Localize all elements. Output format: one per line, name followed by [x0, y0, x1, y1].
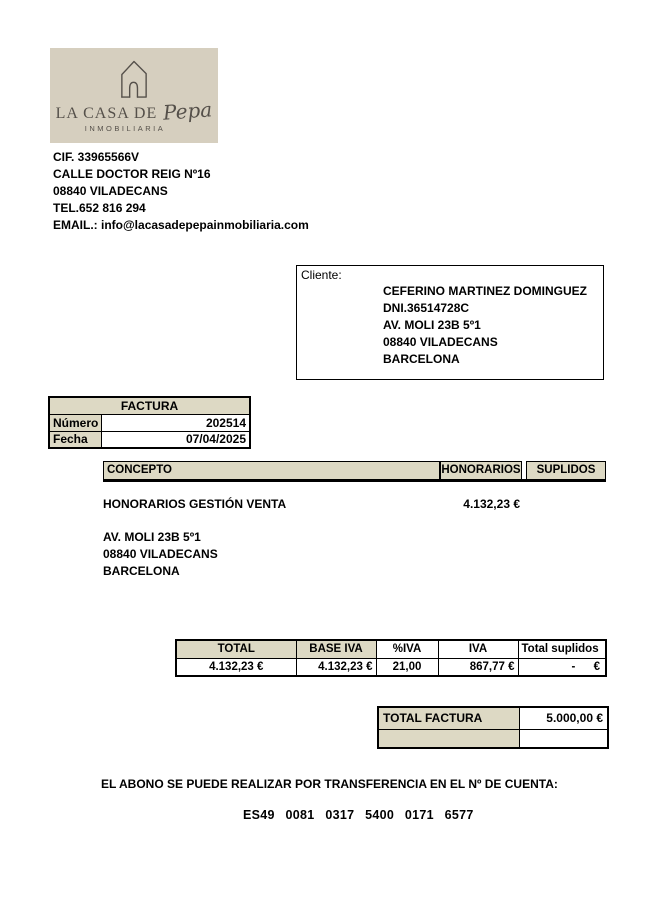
- company-city-line: 08840 VILADECANS: [53, 184, 168, 198]
- iban-number: ES49 0081 0317 5400 0171 6577: [243, 808, 474, 822]
- client-province-line: BARCELONA: [383, 352, 460, 366]
- company-phone-line: TEL.652 816 294: [53, 201, 146, 215]
- client-street-line: AV. MOLI 23B 5º1: [383, 318, 481, 332]
- address-line: 08840 VILADECANS: [103, 547, 218, 561]
- invoice-number-value: 202514: [102, 414, 250, 431]
- table-row: [49, 414, 250, 431]
- table-row: [49, 431, 250, 448]
- company-info-block: [53, 149, 309, 234]
- suplidos-euro-sign: €: [593, 660, 600, 673]
- totals-header-iva: IVA: [438, 640, 518, 658]
- table-row: [49, 397, 250, 414]
- totals-value-iva: 867,77 €: [438, 658, 518, 676]
- property-address-block: [103, 529, 218, 580]
- invoice-title: FACTURA: [49, 397, 250, 414]
- client-name-line: CEFERINO MARTINEZ DOMINGUEZ: [383, 284, 587, 298]
- line-item-fee: 4.132,23 €: [463, 497, 520, 511]
- total-invoice-table: [377, 706, 609, 749]
- company-street-line: CALLE DOCTOR REIG Nº16: [53, 167, 211, 181]
- company-email-line: EMAIL.: info@lacasadepepainmobiliaria.com: [53, 218, 309, 232]
- fees-column-header: HONORARIOS: [440, 461, 522, 479]
- concept-column-header: CONCEPTO: [103, 461, 440, 479]
- client-city-line: 08840 VILADECANS: [383, 335, 498, 349]
- suplidos-dash: -: [571, 660, 576, 673]
- house-outline-icon: [108, 55, 160, 101]
- totals-value-base-iva: 4.132,23 €: [296, 658, 376, 676]
- logo-name-serif: LA CASA DE: [55, 105, 158, 122]
- company-cif-line: CIF. 33965566V: [53, 150, 140, 164]
- client-label: Cliente:: [301, 268, 342, 282]
- totals-value-suplidos: [518, 658, 606, 676]
- table-row: [176, 658, 606, 676]
- totals-header-suplidos: Total suplidos: [518, 640, 606, 658]
- address-line: AV. MOLI 23B 5º1: [103, 530, 201, 544]
- address-line: BARCELONA: [103, 564, 180, 578]
- totals-header-base-iva: BASE IVA: [296, 640, 376, 658]
- client-details: [383, 283, 599, 368]
- totals-header-total: TOTAL: [176, 640, 296, 658]
- total-invoice-label: TOTAL FACTURA: [378, 707, 519, 729]
- client-box: [296, 265, 604, 380]
- invoice-date-label: Fecha: [49, 431, 102, 448]
- invoice-date-value: 07/04/2025: [102, 431, 250, 448]
- invoice-meta-table: [48, 396, 251, 449]
- totals-value-pct-iva: 21,00: [376, 658, 438, 676]
- client-dni-line: DNI.36514728C: [383, 301, 470, 315]
- table-row: [176, 640, 606, 658]
- totals-table: [175, 639, 607, 677]
- line-item-description: HONORARIOS GESTIÓN VENTA: [103, 497, 287, 511]
- table-row: [378, 729, 608, 748]
- invoice-number-label: Número: [49, 414, 102, 431]
- totals-value-total: 4.132,23 €: [176, 658, 296, 676]
- total-invoice-value: 5.000,00 €: [519, 707, 608, 729]
- payment-note: EL ABONO SE PUEDE REALIZAR POR TRANSFERENCIA EN EL Nº DE CUENTA:: [101, 777, 558, 791]
- supplements-column-header: SUPLIDOS: [526, 461, 606, 479]
- company-logo: [50, 48, 218, 143]
- total-invoice-empty-value: [519, 729, 608, 748]
- logo-subtitle: INMOBILIARIA: [84, 124, 166, 133]
- total-invoice-empty-label: [378, 729, 519, 748]
- totals-header-pct-iva: %IVA: [376, 640, 438, 658]
- concept-header-row: [103, 461, 606, 482]
- logo-name-script: Pepa: [162, 97, 214, 125]
- table-row: [378, 707, 608, 729]
